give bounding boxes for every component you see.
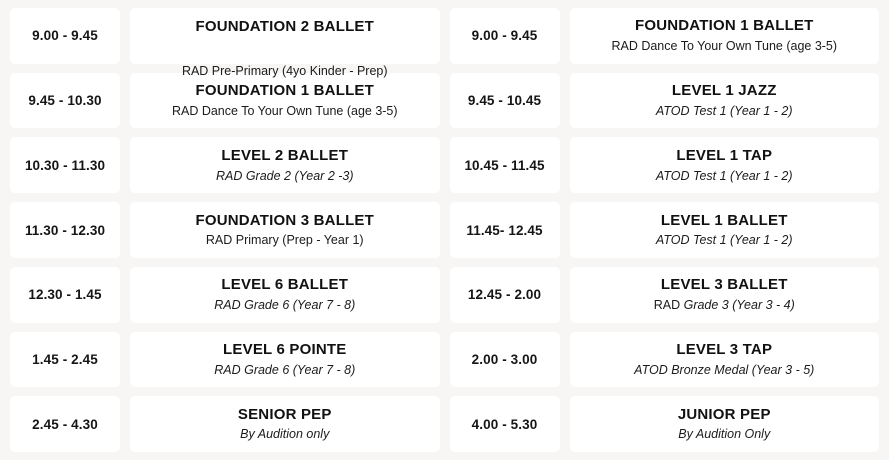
schedule-row bbox=[10, 202, 440, 258]
class-title: LEVEL 3 TAP bbox=[676, 340, 773, 358]
class-title: JUNIOR PEP bbox=[677, 405, 771, 423]
time-slot: 4.00 - 5.30 bbox=[450, 396, 560, 452]
time-slot: 1.45 - 2.45 bbox=[10, 332, 120, 388]
class-title: LEVEL 1 TAP bbox=[676, 146, 773, 164]
class-title: SENIOR PEP bbox=[237, 405, 332, 423]
time-slot: 9.00 - 9.45 bbox=[10, 8, 120, 64]
class-title: FOUNDATION 1 BALLET bbox=[195, 82, 374, 100]
time-slot: 9.45 - 10.30 bbox=[10, 73, 120, 129]
class-entry bbox=[130, 8, 440, 79]
class-subtitle: ATOD Test 1 (Year 1 - 2) bbox=[655, 103, 793, 118]
class-subtitle: RAD Grade 2 (Year 2 -3) bbox=[215, 168, 354, 183]
time-slot: 12.30 - 1.45 bbox=[10, 267, 120, 323]
time-slot: 12.45 - 2.00 bbox=[450, 267, 560, 323]
class-title: LEVEL 2 BALLET bbox=[221, 146, 349, 164]
time-slot: 11.30 - 12.30 bbox=[10, 202, 120, 258]
class-entry bbox=[570, 73, 880, 129]
schedule-row bbox=[450, 396, 880, 452]
schedule-column-left bbox=[10, 8, 440, 452]
schedule-row bbox=[10, 396, 440, 452]
class-subtitle: By Audition only bbox=[240, 427, 330, 442]
class-subtitle: RAD Dance To Your Own Tune (age 3-5) bbox=[171, 103, 398, 118]
time-slot: 9.45 - 10.45 bbox=[450, 73, 560, 129]
class-entry bbox=[130, 332, 440, 388]
class-title: FOUNDATION 3 BALLET bbox=[195, 211, 374, 229]
class-entry bbox=[130, 396, 440, 452]
class-subtitle: RAD Dance To Your Own Tune (age 3-5) bbox=[611, 39, 838, 54]
class-entry bbox=[130, 73, 440, 129]
time-slot: 2.45 - 4.30 bbox=[10, 396, 120, 452]
class-subtitle: RAD Pre-Primary (4yo Kinder - Prep) bbox=[181, 64, 388, 79]
class-title: LEVEL 6 POINTE bbox=[223, 340, 347, 358]
schedule-row bbox=[10, 267, 440, 323]
schedule-row bbox=[450, 73, 880, 129]
class-entry bbox=[570, 8, 880, 64]
class-title: LEVEL 3 BALLET bbox=[660, 276, 788, 294]
schedule-row bbox=[450, 267, 880, 323]
class-subtitle-prefix: RAD bbox=[653, 297, 684, 312]
class-subtitle: RAD Primary (Prep - Year 1) bbox=[205, 233, 364, 248]
class-title: LEVEL 6 BALLET bbox=[221, 276, 349, 294]
class-entry bbox=[570, 267, 880, 323]
class-subtitle: ATOD Test 1 (Year 1 - 2) bbox=[655, 233, 793, 248]
time-slot: 10.30 - 11.30 bbox=[10, 137, 120, 193]
class-title: FOUNDATION 1 BALLET bbox=[634, 17, 814, 35]
class-subtitle bbox=[654, 297, 795, 313]
schedule-row bbox=[10, 332, 440, 388]
class-subtitle: RAD Grade 6 (Year 7 - 8) bbox=[214, 297, 356, 312]
class-title: FOUNDATION 2 BALLET bbox=[195, 18, 374, 35]
class-subtitle: By Audition Only bbox=[678, 427, 771, 442]
class-entry bbox=[570, 396, 880, 452]
class-subtitle: ATOD Bronze Medal (Year 3 - 5) bbox=[634, 362, 815, 377]
time-slot: 11.45- 12.45 bbox=[450, 202, 560, 258]
schedule-row bbox=[450, 202, 880, 258]
schedule-row bbox=[450, 137, 880, 193]
class-entry bbox=[130, 137, 440, 193]
class-entry bbox=[130, 267, 440, 323]
time-slot: 10.45 - 11.45 bbox=[450, 137, 560, 193]
schedule-row bbox=[10, 73, 440, 129]
class-title: LEVEL 1 BALLET bbox=[660, 211, 788, 229]
class-entry bbox=[570, 332, 880, 388]
schedule-row bbox=[450, 8, 880, 64]
time-slot: 2.00 - 3.00 bbox=[450, 332, 560, 388]
class-subtitle: ATOD Test 1 (Year 1 - 2) bbox=[655, 168, 793, 183]
class-entry bbox=[570, 202, 880, 258]
class-subtitle: RAD Grade 6 (Year 7 - 8) bbox=[214, 362, 356, 377]
time-slot: 9.00 - 9.45 bbox=[450, 8, 560, 64]
schedule-row bbox=[10, 8, 440, 79]
schedule-column-right bbox=[450, 8, 880, 452]
class-title: LEVEL 1 JAZZ bbox=[671, 82, 777, 100]
schedule-row bbox=[450, 332, 880, 388]
schedule-row bbox=[10, 137, 440, 193]
class-subtitle-grade: Grade 3 (Year 3 - 4) bbox=[683, 297, 795, 312]
class-entry bbox=[130, 202, 440, 258]
class-entry bbox=[570, 137, 880, 193]
